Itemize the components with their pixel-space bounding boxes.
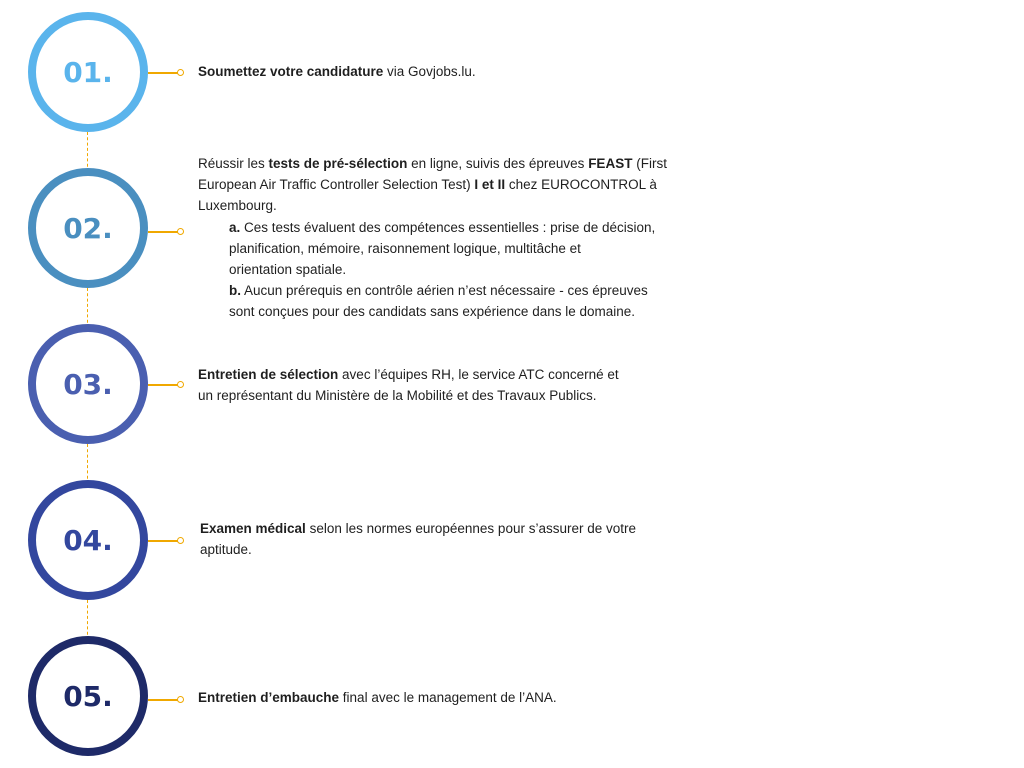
step-4-connector [148,540,178,542]
step-1-bold: Soumettez votre candidature [198,64,384,79]
step-4-connector-dot [177,537,184,544]
step-4-number: 04. [63,523,113,557]
step-3-connector [148,384,178,386]
step-4-circle [28,480,148,600]
step-3-number: 03. [63,367,113,401]
step-2-item-b: b. Aucun prérequis en contrôle aérien n’est nécessaire - ces épreuves sont conçues pour des candidats sans expérience dans le domaine. [229,283,648,319]
step-2-connector [148,231,178,233]
step-1-number: 01. [63,55,113,89]
step-1-rest: via Govjobs.lu. [383,64,476,79]
step-2-line-1: Réussir les tests de pré-sélection en ligne, suivis des épreuves FEAST (First [198,156,667,171]
step-3-circle [28,324,148,444]
spine-segment-3 [87,444,88,484]
step-1-connector-dot [177,69,184,76]
spine-segment-4 [87,600,88,640]
step-1-text [198,61,476,82]
step-4-text: Examen médical selon les normes européennes pour s’assurer de votre aptitude. [200,521,636,557]
step-2-connector-dot [177,228,184,235]
step-5-connector-dot [177,696,184,703]
step-5-text: Entretien d’embauche final avec le management de l’ANA. [198,690,557,705]
step-2-line-3: Luxembourg. [198,198,277,213]
step-5-number: 05. [63,679,113,713]
spine-segment-2 [87,288,88,328]
step-2-number: 02. [63,211,113,245]
step-3-text: Entretien de sélection avec l’équipes RH, le service ATC concerné et un représentant du Ministère de la Mobilité et des Travaux Publics. [198,367,619,403]
step-2-circle [28,168,148,288]
step-5-circle [28,636,148,756]
step-2-item-a: a. Ces tests évaluent des compétences essentielles : prise de décision, planification, mémoire, raisonnement logique, multitâche et orientation spatiale. [229,220,656,277]
step-2-text [198,153,667,322]
step-5-connector [148,699,178,701]
step-1-connector [148,72,178,74]
spine-segment-1 [87,132,88,172]
step-1-circle [28,12,148,132]
step-3-connector-dot [177,381,184,388]
step-2-line-2: European Air Traffic Controller Selection Test) I et II chez EUROCONTROL à [198,177,657,192]
